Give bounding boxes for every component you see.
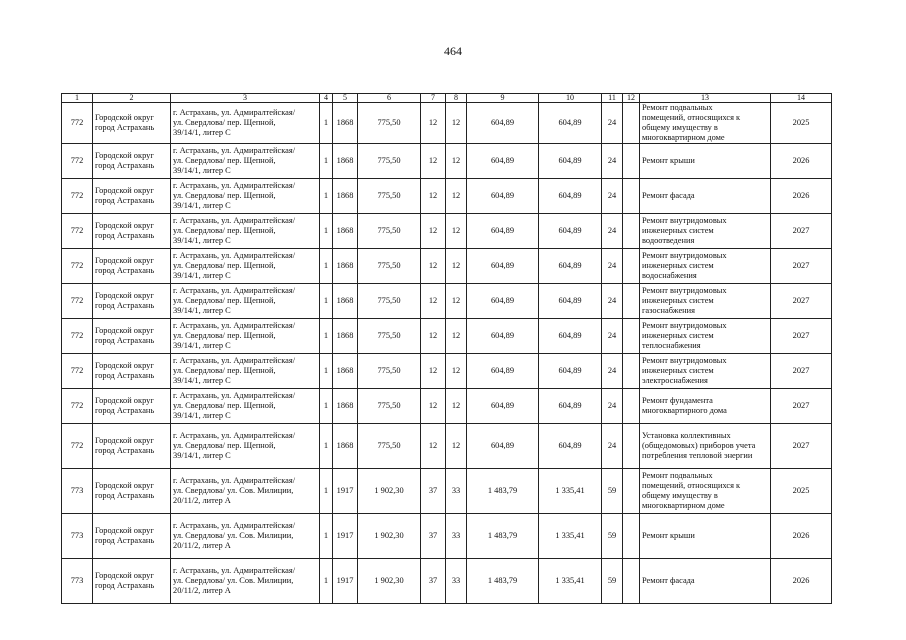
col11-cell: 24: [602, 354, 623, 389]
column-number-header: 3: [171, 94, 320, 103]
column-number-header: 8: [446, 94, 467, 103]
column-number-header: 5: [333, 94, 358, 103]
planned-year-cell: 2026: [771, 559, 832, 604]
col12-cell: [623, 424, 640, 469]
col11-cell: 24: [602, 103, 623, 144]
year-cell: 1868: [333, 319, 358, 354]
work-type-cell: Ремонт подвальных помещений, относящихся к общему имуществу в многоквартирном доме: [640, 469, 771, 514]
table-row: [62, 354, 832, 389]
col9-cell: 604,89: [467, 319, 539, 354]
year-cell: 1868: [333, 424, 358, 469]
address-cell: г. Астрахань, ул. Адмиралтейская/ ул. Свердлова/ пер. Щепной, 39/14/1, литер С: [171, 424, 320, 469]
municipality-cell: Городской округ город Астрахань: [93, 179, 171, 214]
col11-cell: 24: [602, 389, 623, 424]
col9-cell: 604,89: [467, 424, 539, 469]
col11-cell: 24: [602, 144, 623, 179]
work-type-cell: Ремонт фундамента многоквартирного дома: [640, 389, 771, 424]
col10-cell: 1 335,41: [539, 469, 602, 514]
col9-cell: 604,89: [467, 103, 539, 144]
col9-cell: 604,89: [467, 214, 539, 249]
col4-cell: 1: [320, 469, 333, 514]
total-area-cell: 1 902,30: [358, 514, 421, 559]
row-number-cell: 772: [62, 284, 93, 319]
planned-year-cell: 2026: [771, 144, 832, 179]
column-number-header: 11: [602, 94, 623, 103]
col12-cell: [623, 469, 640, 514]
row-number-cell: 773: [62, 469, 93, 514]
total-area-cell: 775,50: [358, 389, 421, 424]
address-cell: г. Астрахань, ул. Адмиралтейская/ ул. Свердлова/ пер. Щепной, 39/14/1, литер С: [171, 179, 320, 214]
row-number-cell: 772: [62, 389, 93, 424]
col8-cell: 12: [446, 284, 467, 319]
total-area-cell: 1 902,30: [358, 469, 421, 514]
municipality-cell: Городской округ город Астрахань: [93, 354, 171, 389]
year-cell: 1917: [333, 514, 358, 559]
column-number-header: 14: [771, 94, 832, 103]
col4-cell: 1: [320, 514, 333, 559]
col10-cell: 604,89: [539, 103, 602, 144]
col7-cell: 12: [421, 284, 446, 319]
work-type-cell: Ремонт внутридомовых инженерных систем водоотведения: [640, 214, 771, 249]
col7-cell: 12: [421, 214, 446, 249]
work-type-cell: Ремонт внутридомовых инженерных систем водоснабжения: [640, 249, 771, 284]
work-type-cell: Ремонт крыши: [640, 144, 771, 179]
column-number-header: 6: [358, 94, 421, 103]
col4-cell: 1: [320, 284, 333, 319]
col4-cell: 1: [320, 319, 333, 354]
table-row: [62, 469, 832, 514]
work-type-cell: Ремонт фасада: [640, 179, 771, 214]
col8-cell: 12: [446, 249, 467, 284]
col8-cell: 12: [446, 424, 467, 469]
row-number-cell: 772: [62, 179, 93, 214]
table-row: [62, 144, 832, 179]
address-cell: г. Астрахань, ул. Адмиралтейская/ ул. Свердлова/ пер. Щепной, 39/14/1, литер С: [171, 249, 320, 284]
work-type-cell: Ремонт внутридомовых инженерных систем газоснабжения: [640, 284, 771, 319]
col10-cell: 1 335,41: [539, 514, 602, 559]
planned-year-cell: 2027: [771, 249, 832, 284]
col7-cell: 12: [421, 179, 446, 214]
work-type-cell: Ремонт крыши: [640, 514, 771, 559]
row-number-cell: 772: [62, 249, 93, 284]
table-row: [62, 103, 832, 144]
col12-cell: [623, 514, 640, 559]
col7-cell: 12: [421, 103, 446, 144]
row-number-cell: 772: [62, 424, 93, 469]
col12-cell: [623, 389, 640, 424]
col12-cell: [623, 214, 640, 249]
work-type-cell: Ремонт внутридомовых инженерных систем электроснабжения: [640, 354, 771, 389]
table-row: [62, 424, 832, 469]
col8-cell: 12: [446, 144, 467, 179]
address-cell: г. Астрахань, ул. Адмиралтейская/ ул. Свердлова/ ул. Сов. Милиции, 20/11/2, литер А: [171, 514, 320, 559]
col12-cell: [623, 354, 640, 389]
table-row: [62, 179, 832, 214]
planned-year-cell: 2025: [771, 103, 832, 144]
col10-cell: 604,89: [539, 319, 602, 354]
municipality-cell: Городской округ город Астрахань: [93, 424, 171, 469]
col8-cell: 12: [446, 354, 467, 389]
col4-cell: 1: [320, 214, 333, 249]
row-number-cell: 772: [62, 103, 93, 144]
table-row: [62, 319, 832, 354]
col9-cell: 604,89: [467, 284, 539, 319]
row-number-cell: 772: [62, 354, 93, 389]
col10-cell: 604,89: [539, 389, 602, 424]
col11-cell: 24: [602, 284, 623, 319]
col11-cell: 59: [602, 559, 623, 604]
col9-cell: 604,89: [467, 389, 539, 424]
planned-year-cell: 2027: [771, 319, 832, 354]
address-cell: г. Астрахань, ул. Адмиралтейская/ ул. Свердлова/ пер. Щепной, 39/14/1, литер С: [171, 144, 320, 179]
col12-cell: [623, 144, 640, 179]
address-cell: г. Астрахань, ул. Адмиралтейская/ ул. Свердлова/ ул. Сов. Милиции, 20/11/2, литер А: [171, 469, 320, 514]
column-number-header: 9: [467, 94, 539, 103]
table-row: [62, 214, 832, 249]
total-area-cell: 775,50: [358, 103, 421, 144]
year-cell: 1868: [333, 284, 358, 319]
col7-cell: 12: [421, 319, 446, 354]
table-row: [62, 389, 832, 424]
total-area-cell: 775,50: [358, 424, 421, 469]
col4-cell: 1: [320, 424, 333, 469]
col7-cell: 37: [421, 514, 446, 559]
col10-cell: 604,89: [539, 179, 602, 214]
column-number-header: 10: [539, 94, 602, 103]
col8-cell: 12: [446, 389, 467, 424]
col7-cell: 12: [421, 249, 446, 284]
planned-year-cell: 2027: [771, 424, 832, 469]
address-cell: г. Астрахань, ул. Адмиралтейская/ ул. Свердлова/ ул. Сов. Милиции, 20/11/2, литер А: [171, 559, 320, 604]
col12-cell: [623, 284, 640, 319]
row-number-cell: 772: [62, 144, 93, 179]
col7-cell: 12: [421, 424, 446, 469]
address-cell: г. Астрахань, ул. Адмиралтейская/ ул. Свердлова/ пер. Щепной, 39/14/1, литер С: [171, 214, 320, 249]
col7-cell: 12: [421, 389, 446, 424]
col9-cell: 604,89: [467, 179, 539, 214]
col12-cell: [623, 103, 640, 144]
col8-cell: 12: [446, 179, 467, 214]
column-number-header: 12: [623, 94, 640, 103]
work-type-cell: Ремонт внутридомовых инженерных систем теплоснабжения: [640, 319, 771, 354]
col12-cell: [623, 319, 640, 354]
planned-year-cell: 2025: [771, 469, 832, 514]
repair-registry-table: [61, 93, 832, 604]
planned-year-cell: 2027: [771, 389, 832, 424]
col10-cell: 604,89: [539, 214, 602, 249]
col7-cell: 37: [421, 469, 446, 514]
total-area-cell: 775,50: [358, 144, 421, 179]
row-number-cell: 773: [62, 559, 93, 604]
column-number-header: 13: [640, 94, 771, 103]
work-type-cell: Ремонт фасада: [640, 559, 771, 604]
col11-cell: 24: [602, 249, 623, 284]
municipality-cell: Городской округ город Астрахань: [93, 249, 171, 284]
col4-cell: 1: [320, 389, 333, 424]
planned-year-cell: 2026: [771, 179, 832, 214]
municipality-cell: Городской округ город Астрахань: [93, 559, 171, 604]
table-row: [62, 249, 832, 284]
col9-cell: 604,89: [467, 249, 539, 284]
column-number-row: [62, 94, 832, 103]
col12-cell: [623, 559, 640, 604]
col10-cell: 604,89: [539, 249, 602, 284]
total-area-cell: 775,50: [358, 354, 421, 389]
address-cell: г. Астрахань, ул. Адмиралтейская/ ул. Свердлова/ пер. Щепной, 39/14/1, литер С: [171, 319, 320, 354]
col4-cell: 1: [320, 249, 333, 284]
municipality-cell: Городской округ город Астрахань: [93, 469, 171, 514]
municipality-cell: Городской округ город Астрахань: [93, 284, 171, 319]
table-row: [62, 559, 832, 604]
year-cell: 1868: [333, 249, 358, 284]
total-area-cell: 1 902,30: [358, 559, 421, 604]
col4-cell: 1: [320, 559, 333, 604]
municipality-cell: Городской округ город Астрахань: [93, 389, 171, 424]
address-cell: г. Астрахань, ул. Адмиралтейская/ ул. Свердлова/ пер. Щепной, 39/14/1, литер С: [171, 103, 320, 144]
column-number-header: 7: [421, 94, 446, 103]
planned-year-cell: 2026: [771, 514, 832, 559]
col9-cell: 1 483,79: [467, 469, 539, 514]
col4-cell: 1: [320, 354, 333, 389]
col7-cell: 37: [421, 559, 446, 604]
col7-cell: 12: [421, 144, 446, 179]
col10-cell: 1 335,41: [539, 559, 602, 604]
municipality-cell: Городской округ город Астрахань: [93, 319, 171, 354]
municipality-cell: Городской округ город Астрахань: [93, 514, 171, 559]
column-number-header: 1: [62, 94, 93, 103]
col8-cell: 12: [446, 214, 467, 249]
col9-cell: 604,89: [467, 144, 539, 179]
col10-cell: 604,89: [539, 284, 602, 319]
col4-cell: 1: [320, 179, 333, 214]
col8-cell: 33: [446, 559, 467, 604]
municipality-cell: Городской округ город Астрахань: [93, 214, 171, 249]
total-area-cell: 775,50: [358, 284, 421, 319]
municipality-cell: Городской округ город Астрахань: [93, 144, 171, 179]
col8-cell: 12: [446, 103, 467, 144]
col11-cell: 59: [602, 514, 623, 559]
planned-year-cell: 2027: [771, 214, 832, 249]
col4-cell: 1: [320, 144, 333, 179]
page-number: 464: [444, 44, 462, 58]
address-cell: г. Астрахань, ул. Адмиралтейская/ ул. Свердлова/ пер. Щепной, 39/14/1, литер С: [171, 284, 320, 319]
col11-cell: 24: [602, 214, 623, 249]
row-number-cell: 773: [62, 514, 93, 559]
work-type-cell: Ремонт подвальных помещений, относящихся к общему имуществу в многоквартирном доме: [640, 103, 771, 144]
col9-cell: 1 483,79: [467, 514, 539, 559]
col7-cell: 12: [421, 354, 446, 389]
address-cell: г. Астрахань, ул. Адмиралтейская/ ул. Свердлова/ пер. Щепной, 39/14/1, литер С: [171, 354, 320, 389]
col10-cell: 604,89: [539, 354, 602, 389]
col9-cell: 604,89: [467, 354, 539, 389]
year-cell: 1868: [333, 214, 358, 249]
total-area-cell: 775,50: [358, 214, 421, 249]
col11-cell: 24: [602, 179, 623, 214]
total-area-cell: 775,50: [358, 179, 421, 214]
table-row: [62, 284, 832, 319]
col12-cell: [623, 179, 640, 214]
col10-cell: 604,89: [539, 424, 602, 469]
col4-cell: 1: [320, 103, 333, 144]
table-row: [62, 514, 832, 559]
col8-cell: 33: [446, 514, 467, 559]
col10-cell: 604,89: [539, 144, 602, 179]
planned-year-cell: 2027: [771, 284, 832, 319]
col9-cell: 1 483,79: [467, 559, 539, 604]
total-area-cell: 775,50: [358, 319, 421, 354]
year-cell: 1868: [333, 389, 358, 424]
col11-cell: 59: [602, 469, 623, 514]
year-cell: 1868: [333, 354, 358, 389]
col11-cell: 24: [602, 424, 623, 469]
year-cell: 1868: [333, 144, 358, 179]
col11-cell: 24: [602, 319, 623, 354]
total-area-cell: 775,50: [358, 249, 421, 284]
column-number-header: 4: [320, 94, 333, 103]
row-number-cell: 772: [62, 319, 93, 354]
work-type-cell: Установка коллективных (общедомовых) приборов учета потребления тепловой энергии: [640, 424, 771, 469]
row-number-cell: 772: [62, 214, 93, 249]
year-cell: 1868: [333, 103, 358, 144]
year-cell: 1917: [333, 559, 358, 604]
planned-year-cell: 2027: [771, 354, 832, 389]
col8-cell: 33: [446, 469, 467, 514]
year-cell: 1917: [333, 469, 358, 514]
col8-cell: 12: [446, 319, 467, 354]
column-number-header: 2: [93, 94, 171, 103]
address-cell: г. Астрахань, ул. Адмиралтейская/ ул. Свердлова/ пер. Щепной, 39/14/1, литер С: [171, 389, 320, 424]
col12-cell: [623, 249, 640, 284]
municipality-cell: Городской округ город Астрахань: [93, 103, 171, 144]
year-cell: 1868: [333, 179, 358, 214]
